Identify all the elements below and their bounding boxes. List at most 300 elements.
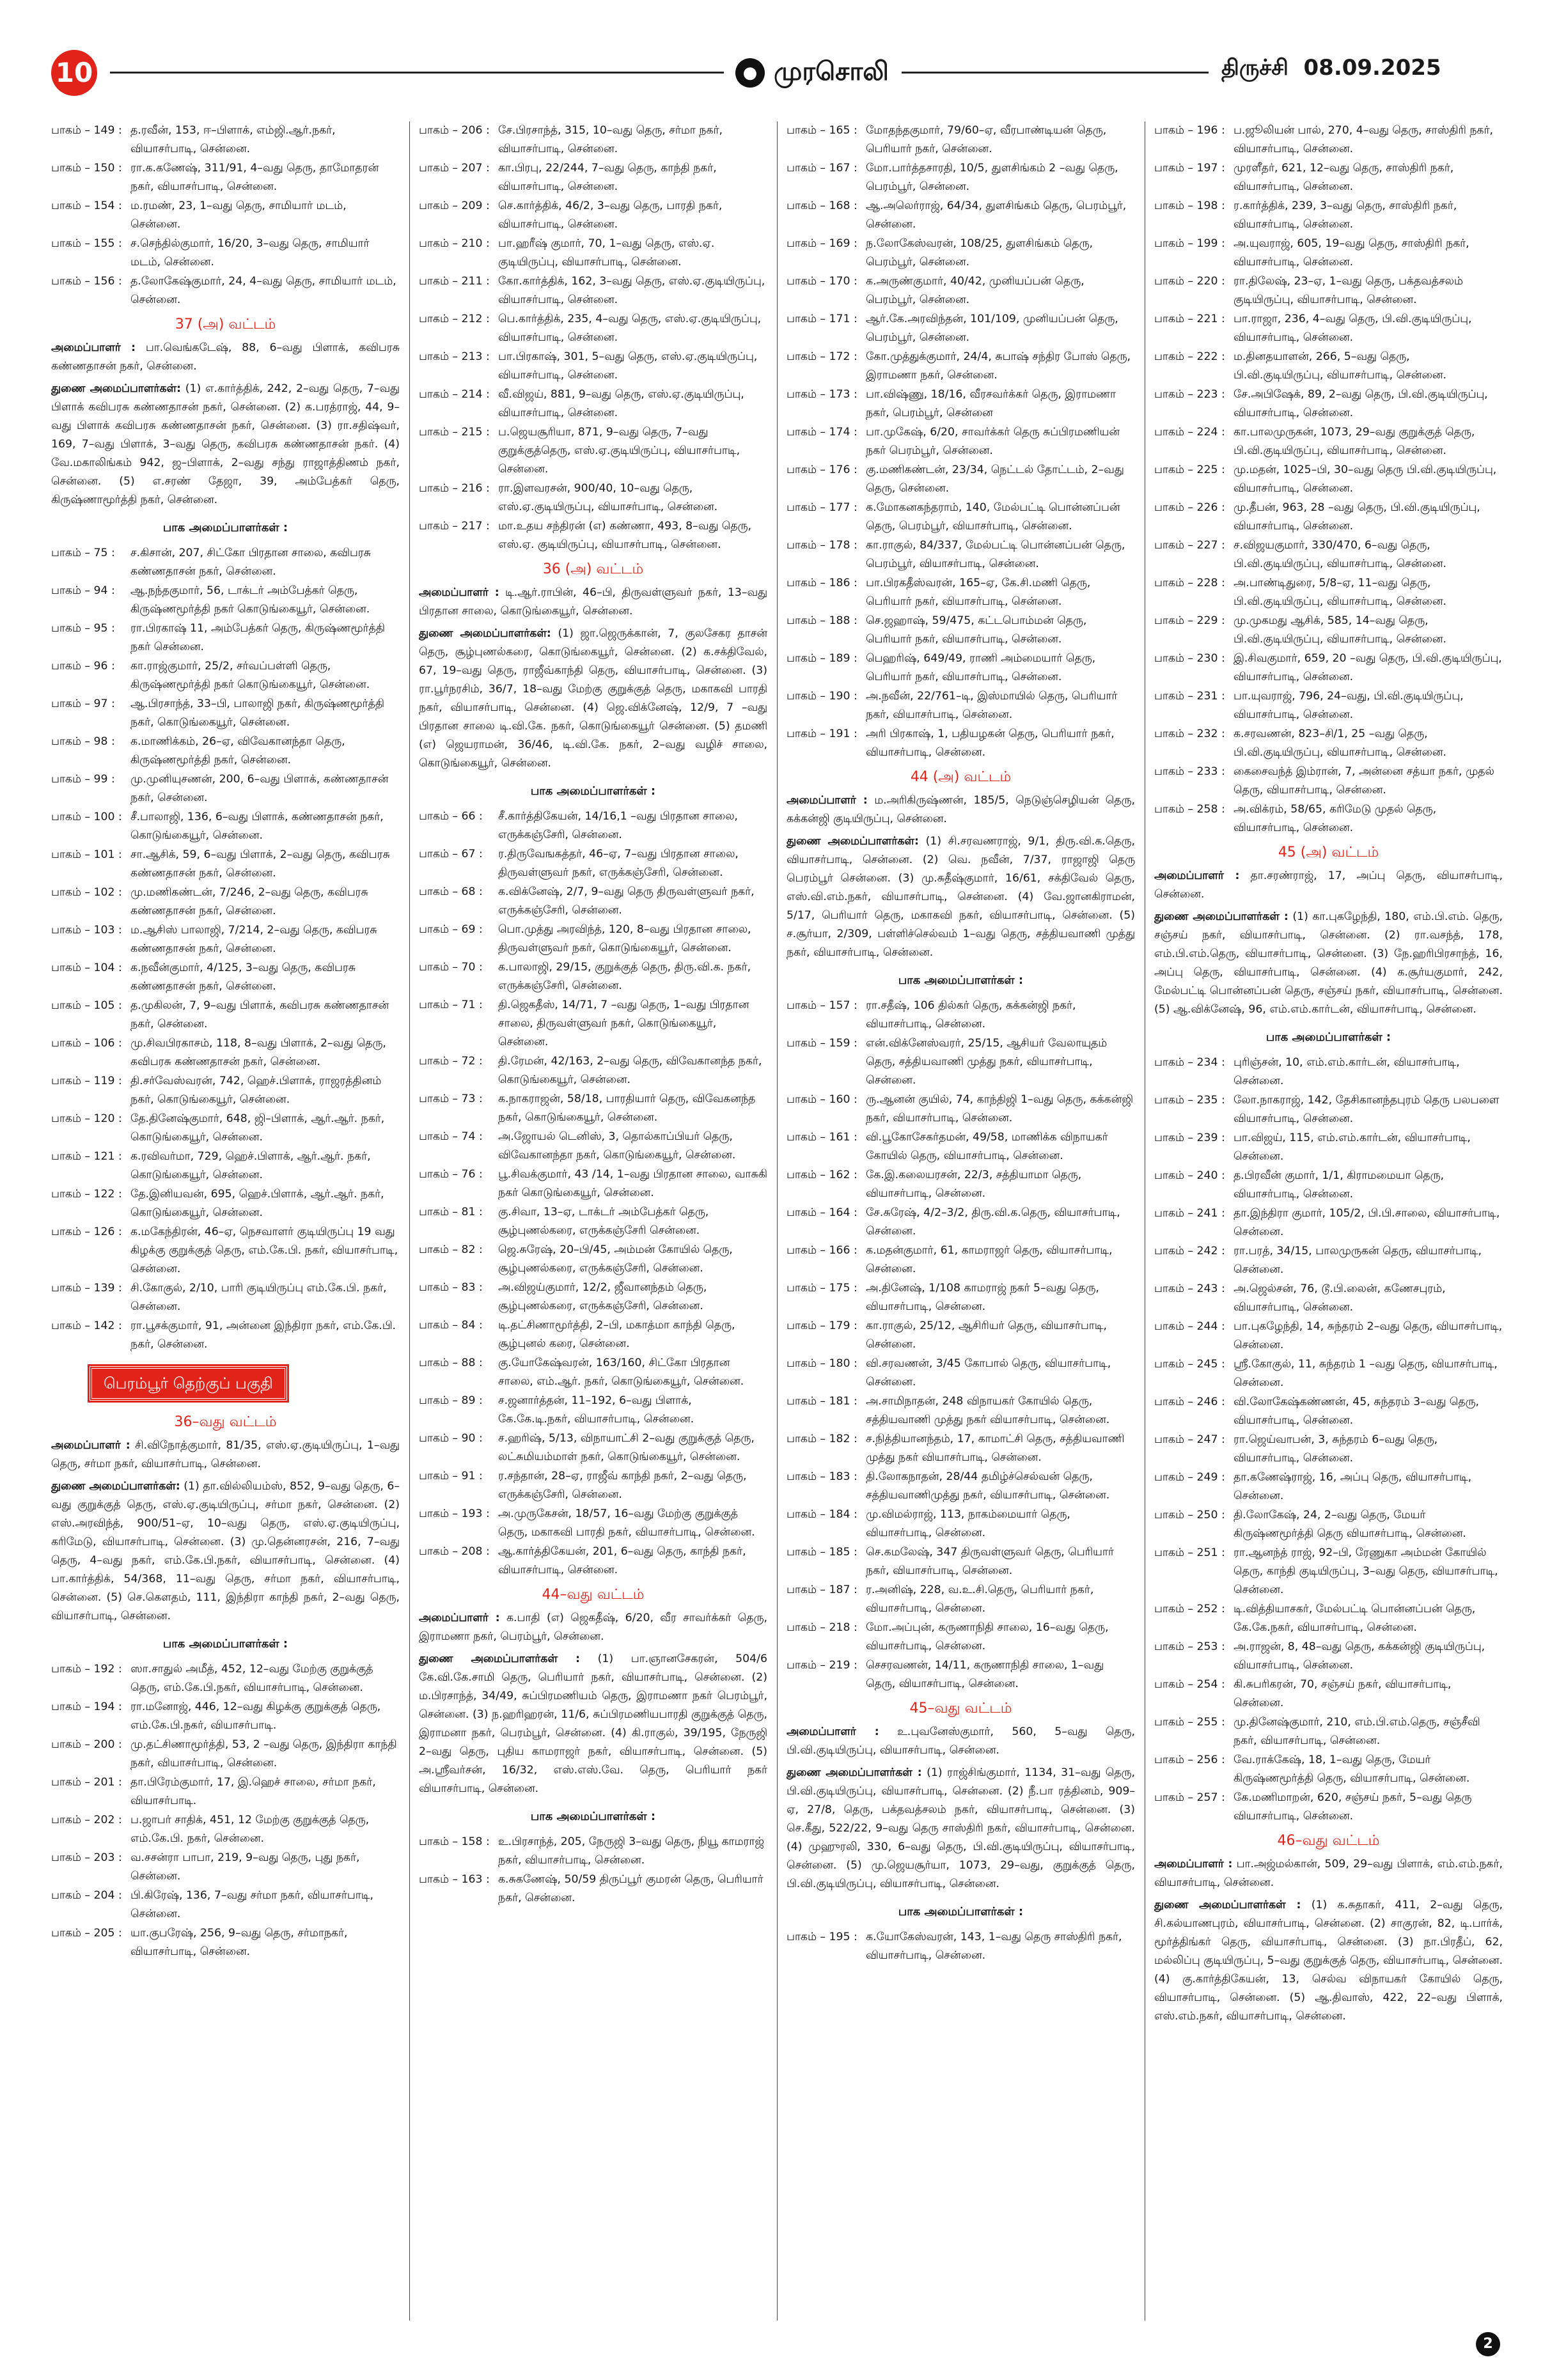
booth-number: பாகம் – 168 :: [787, 199, 858, 212]
booth-entry: [419, 883, 767, 920]
booth-entry: [787, 1091, 1135, 1128]
booth-organiser-address: த.முகிலன், 7, 9–வது பிளாக், கவிபரசு கண்ணதாசன் நகர், சென்னை.: [130, 999, 389, 1031]
organiser-details: (1) எ.கார்த்திக், 242, 2–வது தெரு, 7–வது பிளாக் கவிபரசு கண்ணதாசன் நகர், சென்னை. (2) க.பரத்ராஜ், 44, 9–வது பிளாக் கவிபரசு கண்ணதாசன் நகர், சென்னை. (3) ரா.சதிஷ்வர், 169, 7–வது பிளாக், 3–வது தெரு, கவிபரசு கண்ணதாசன் நகர். (4) வே.மகாலிங்கம் 942, ஜ–பிளாக், 2–வது சந்து ராஜாத்திணம் நகர், சென்னை. (5) எ.சரண் தேஜா, 39, அம்பேத்கர் தெரு, கிருஷ்ணாமூர்த்தி நகர், சென்னை.: [51, 382, 400, 506]
booth-organiser-address: பொ.முத்து அரவிந்த், 120, 8–வது பிரதான சாலை, திருவள்ளுவர் நகர், கொடுங்கையூர், சென்னை.: [498, 923, 751, 954]
booth-organiser-address: கு.மணிகண்டன், 23/34, நெட்டல் தோட்டம், 2–வது தெரு, சென்னை.: [866, 463, 1124, 495]
booth-entry: [51, 770, 400, 807]
booth-entry: [51, 808, 400, 845]
booth-organiser-address: வி.லோகேஷ்கண்ணன், 45, சுந்தரம் 3–வது தெரு, வியாசர்பாடி, சென்னை.: [1234, 1396, 1480, 1427]
organiser-paragraph: [419, 1650, 767, 1798]
booth-entry: [1154, 1506, 1503, 1543]
booth-organiser-address: சே.அபிஷேக், 89, 2–வது தெரு, பி.வி.குடியிருப்பு, வியாசர்பாடி, சென்னை.: [1234, 388, 1488, 419]
booth-number: பாகம் – 189 :: [787, 652, 858, 665]
booth-number: பாகம் – 91 :: [419, 1470, 483, 1482]
booth-number: பாகம் – 66 :: [419, 810, 483, 823]
booth-number: பாகம் – 231 :: [1154, 690, 1225, 703]
booth-number: பாகம் – 193 :: [419, 1507, 490, 1520]
booth-entry: [787, 725, 1135, 762]
booth-organiser-address: மா.உதய சந்திரன் (எ) கண்ணா, 493, 8–வது தெரு, எஸ்.ஏ. குடியிருப்பு, வியாசர்பாடி, சென்னை.: [498, 520, 752, 551]
booth-number: பாகம் – 119 :: [51, 1075, 122, 1087]
booth-organiser-address: ப.ஜாபர் சாதிக், 451, 12 மேற்கு குறுக்குத் தெரு, எம்.கே.பி. நகர், சென்னை.: [130, 1814, 370, 1845]
booth-number: பாகம் – 88 :: [419, 1357, 483, 1369]
booth-entry: [787, 1656, 1135, 1693]
organiser-details: க.பாதி (எ) ஜெகதீஷ், 6/20, வீர சாவர்க்கர் தெரு, இராமணா நகர், பெரம்பூர், சென்னை.: [419, 1612, 767, 1643]
booth-organiser-address: கா.ராகுல், 84/337, மேல்பட்டி பொன்னப்பன் தெரு, பெரம்பூர், வியாசர்பாடி, சென்னை.: [866, 539, 1125, 570]
booth-number: பாகம் – 212 :: [419, 313, 490, 325]
booth-entry: [419, 159, 767, 196]
booth-number: பாகம் – 210 :: [419, 237, 490, 250]
booth-entry: [787, 1128, 1135, 1165]
booth-organiser-address: ர.சந்தான், 28–ஏ, ராஜீவ் காந்தி நகர், 2–வது தெரு, எருக்கஞ்சேரி, சென்னை.: [498, 1470, 747, 1501]
section-subheading: பாக அமைப்பாளர்கள் :: [1265, 1031, 1391, 1044]
booth-number: பாகம் – 161 :: [787, 1131, 858, 1144]
booth-entry: [787, 1279, 1135, 1316]
booth-entry: [1154, 1054, 1503, 1091]
booth-organiser-address: தா.இந்திரா குமார், 105/2, பி.பி.சாலை, வியாசர்பாடி, சென்னை.: [1234, 1207, 1500, 1238]
role-label: அமைப்பாளர் :: [51, 1439, 130, 1452]
ward-heading: 36–வது வட்டம்: [174, 1414, 277, 1430]
booth-entry: [1154, 1355, 1503, 1392]
booth-number: பாகம் – 199 :: [1154, 237, 1225, 250]
masthead: [735, 54, 895, 92]
booth-organiser-address: செ.கார்த்திக், 46/2, 3–வது தெரு, பாரதி நகர், வியாசர்பாடி, சென்னை.: [498, 199, 723, 231]
booth-entry: [51, 235, 400, 272]
booth-entry: [51, 272, 400, 309]
booth-entry: [419, 1203, 767, 1240]
booth-entry: [787, 1317, 1135, 1354]
booth-number: பாகம் – 155 :: [51, 237, 122, 250]
booth-organiser-address: டி.தட்சிணாமூர்த்தி, 2–பி, மகாத்மா காந்தி தெரு, சூழ்புனல் கரை, சென்னை.: [498, 1319, 735, 1350]
booth-number: பாகம் – 162 :: [787, 1169, 858, 1181]
booth-entry: [787, 1581, 1135, 1618]
booth-organiser-address: மு.விமல்ராஜ், 113, நாகம்மையார் தெரு, வியாசர்பாடி, சென்னை.: [866, 1508, 1070, 1539]
booth-number: பாகம் – 102 :: [51, 886, 122, 899]
booth-organiser-address: ரு.ஆனன் குயில், 74, காந்திஜி 1–வது தெரு, கக்கன்ஜி நகர், வியாசர்பாடி, சென்னை.: [866, 1093, 1133, 1124]
booth-entry: [51, 1279, 400, 1316]
booth-number: பாகம் – 166 :: [787, 1244, 858, 1257]
booth-organiser-address: க.நாகராஜன், 58/18, பாரதியார் தெரு, விவேகனந்த நகர், கொடுங்கையூர், சென்னை.: [498, 1093, 756, 1124]
booth-entry: [419, 1128, 767, 1165]
booth-organiser-address: ம.ஆசிஸ் பாலாஜி, 7/214, 2–வது தெரு, கவிபரசு கண்ணதாசன் நகர், சென்னை.: [130, 924, 377, 955]
booth-number: பாகம் – 194 :: [51, 1700, 122, 1713]
booth-organiser-address: ரா.பிரகாஷ் 11, அம்பேத்கர் தெரு, கிருஷ்ணமூர்த்தி நகர் சென்னை.: [130, 622, 385, 653]
organiser-paragraph: [1154, 867, 1503, 904]
booth-organiser-address: ரா.பரத், 34/15, பாலமுருகன் தெரு, வியாசர்பாடி, சென்னை.: [1234, 1245, 1482, 1276]
booth-organiser-address: தி.ஜெகதீஸ், 14/71, 7 –வது தெரு, 1–வது பிரதான சாலை, திருவள்ளுவர் நகர், கொடுங்கையூர், சென்னை.: [498, 999, 749, 1048]
booth-number: பாகம் – 246 :: [1154, 1396, 1225, 1408]
booth-entry: [51, 1660, 400, 1697]
booth-organiser-address: பா.விஷ்ணு, 18/16, வீரசவர்க்கர் தெரு, இராமணா நகர், பெரம்பூர், சென்னை: [866, 388, 1116, 419]
booth-organiser-address: பெ.கார்த்திக், 235, 4–வது தெரு, எஸ்.ஏ.குடியிருப்பு, வியாசர்பாடி, சென்னை.: [498, 313, 762, 344]
booth-organiser-address: கோ.கார்த்திக், 162, 3–வது தெரு, எஸ்.ஏ.குடியிருப்பு, வியாசர்பாடி, சென்னை.: [498, 275, 765, 306]
organiser-paragraph: [1154, 1896, 1503, 2026]
booth-number: பாகம் – 209 :: [419, 199, 490, 212]
role-label: அமைப்பாளர் :: [787, 1725, 879, 1738]
booth-entry: [787, 461, 1135, 498]
booth-entry: [1154, 1713, 1503, 1750]
booth-organiser-address: அ.ராஜன், 8, 48–வது தெரு, கக்கன்ஜி குடியிருப்பு, வியாசர்பாடி, சென்னை.: [1234, 1640, 1485, 1672]
booth-number: பாகம் – 68 :: [419, 885, 483, 898]
page-number-badge: 10: [51, 50, 97, 96]
booth-organiser-address: க.யோகேஸ்வரன், 143, 1–வது தெரு சாஸ்திரி நகர், வியாசர்பாடி, சென்னை.: [866, 1931, 1122, 1962]
booth-entry: [51, 1698, 400, 1735]
booth-entry: [51, 121, 400, 159]
booth-entry: [51, 1223, 400, 1279]
booth-organiser-address: க.விக்னேஷ், 2/7, 9–வது தெரு திருவள்ளுவர் நகர், எருக்கஞ்சேரி, சென்னை.: [498, 885, 755, 917]
booth-organiser-address: யா.குபரேஷ், 256, 9–வது தெரு, சர்மாநகர், வியாசர்பாடி, சென்னை.: [130, 1927, 348, 1958]
booth-organiser-address: பா.பிரகாஷ், 301, 5–வது தெரு, எஸ்.ஏ.குடியிருப்பு, வியாசர்பாடி, சென்னை.: [498, 350, 758, 382]
booth-entry: [1154, 1318, 1503, 1355]
booth-number: பாகம் – 245 :: [1154, 1358, 1225, 1371]
booth-number: பாகம் – 98 :: [51, 735, 115, 748]
booth-organiser-address: பா.யுவராஜ், 796, 24–வது, பி.வி.குடியிருப்பு, வியாசர்பாடி, சென்னை.: [1234, 690, 1464, 721]
booth-organiser-address: வி.பூகோசேகர்தமன், 49/58, மாணிக்க விநாயகர் கோயில் தெரு, வியாசர்பாடி, சென்னை.: [866, 1131, 1108, 1162]
booth-organiser-address: அ.முருகேசன், 18/57, 16–வது மேற்கு குறுக்குத் தெரு, மகாகவி பாரதி நகர், வியாசர்பாடி, சென்னை.: [498, 1507, 755, 1539]
booth-entry: [51, 997, 400, 1034]
ward-heading: 44 (அ) வட்டம்: [910, 769, 1012, 785]
booth-organiser-address: செசரவணன், 14/11, கருணாநிதி சாலை, 1–வது தெரு, வியாசர்பாடி, சென்னை.: [866, 1659, 1104, 1690]
booth-organiser-address: பி.கிரேஷ், 136, 7–வது சர்மா நகர், வியாசர்பாடி, சென்னை.: [130, 1889, 373, 1920]
organiser-paragraph: [51, 339, 400, 376]
role-label: துணை அமைப்பாளர்கள் :: [1154, 910, 1288, 923]
booth-organiser-address: ர.அனிஷ், 228, வ.உ.சி.தெரு, பெரியார் நகர், வியாசர்பாடி, சென்னை.: [866, 1583, 1094, 1615]
booth-entry: [419, 1354, 767, 1391]
booth-entry: [1154, 272, 1503, 309]
booth-number: பாகம் – 258 :: [1154, 803, 1225, 816]
booth-entry: [51, 1185, 400, 1222]
booth-organiser-address: புரிஞ்சன், 10, எம்.எம்.கார்டன், வியாசர்பாடி, சென்னை.: [1234, 1056, 1460, 1087]
organiser-details: (1) க.சுதாகர், 411, 2–வது தெரு, சி.கல்யாணபுரம், வியாசர்பாடி, சென்னை. (2) சாகுரன், 82, டி.பார்க், மூர்த்திங்கர் தெரு, வியாசர்பாடி, சென்னை. (3) நா.பிரதீப், 62, மல்லிப்பு குடியிருப்பு, 5–வது குறுக்குத் தெரு, வியாசர்பாடி, சென்னை. (4) கு.கார்த்திகேயன், 13, செல்வ விநாயகர் கோயில் தெரு, வியாசர்பாடி, சென்னை. (5) ஆ.திவாஸ், 422, 22–வது பிளாக், எஸ்.எம்.நகர், வியாசர்பாடி, சென்னை.: [1154, 1899, 1503, 2023]
booth-entry: [1154, 310, 1503, 347]
booth-entry: [419, 423, 767, 479]
booth-organiser-address: ரா.சதீஷ், 106 தில்கர் தெரு, கக்கன்ஜி நகர், வியாசர்பாடி, சென்னை.: [866, 999, 1076, 1031]
booth-organiser-address: அ.ஜோயல் டெனிஸ், 3, தொல்காப்பியர் தெரு, விவேகானந்தா நகர், கொடுங்கையூர், சென்னை.: [498, 1130, 736, 1162]
booth-number: பாகம் – 233 :: [1154, 765, 1225, 778]
organiser-details: (1) ஜா.ஜெருக்கான், 7, குலசேகர தாசன் தெரு, சூழ்புணல்கரை, கொடுங்கையூர், சென்னை. (2) க.சக்திவேல், 67, 19–வது தெரு, ராஜீவ்காந்தி தெரு, வியாசர்பாடி, சென்னை. (3) ரா.பூர்நரசிம், 36/7, 18–வது மேற்கு குறுக்குத் தெரு, மகாகவி பாரதி நகர், வியாசர்பாடி, சென்னை. (4) ஜெ.விக்னேஷ், 12/9, 7 –வது பிரதான சாலை டி.வி.கே. நகர், கொடுங்கையூர் சென்னை. (5) தமணி (எ) ஜெயராமன், 36/46, டி.வி.கே. நகர், 2–வது வழிச் சாலை, கொடுங்கையூர், சென்னை.: [419, 627, 767, 770]
booth-number: பாகம் – 182 :: [787, 1433, 858, 1445]
booth-organiser-address: மு.சிவபிரகாசம், 118, 8–வது பிளாக், 2–வது தெரு, கவிபரசு கண்ணதாசன் நகர், சென்னை.: [130, 1037, 386, 1068]
booth-organiser-address: ரா.திலேஷ், 23–ஏ, 1–வது தெரு, பக்தவத்சலம் குடியிருப்பு, வியாசர்பாடி, சென்னை.: [1234, 275, 1463, 306]
booth-organiser-address: வி.சரவணன், 3/45 கோபால் தெரு, வியாசர்பாடி, சென்னை.: [866, 1357, 1111, 1388]
booth-number: பாகம் – 164 :: [787, 1206, 858, 1219]
booth-organiser-address: ப.ஜூலியன் பால், 270, 4–வது தெரு, சாஸ்திரி நகர், வியாசர்பாடி, சென்னை.: [1234, 124, 1493, 155]
booth-organiser-address: ரா.ஜெய்வாபன், 3, சுந்தரம் 6–வது தெரு, வியாசர்பாடி, சென்னை.: [1234, 1433, 1438, 1465]
booth-organiser-address: ஆ.கார்த்திகேயன், 201, 6–வது தெரு, காந்தி நகர், வியாசர்பாடி, சென்னை.: [498, 1545, 746, 1576]
ward-heading: 46–வது வட்டம்: [1277, 1833, 1380, 1849]
booth-organiser-address: செ.கமலேஷ், 347 திருவள்ளுவர் தெரு, பெரியார் நகர், வியாசர்பாடி, சென்னை.: [866, 1546, 1114, 1577]
booth-organiser-address: தா.கணேஷ்ராஜ், 16, அப்பு தெரு, வியாசர்பாடி, சென்னை.: [1234, 1471, 1472, 1502]
booth-organiser-address: ரா.க.கணேஷ், 311/91, 4–வது தெரு, தாமோதரன் நகர், வியாசர்பாடி, சென்னை.: [130, 162, 379, 193]
booth-number: பாகம் – 177 :: [787, 501, 858, 514]
booth-entry: [51, 619, 400, 657]
booth-organiser-address: த.லோகேஷ்குமார், 24, 4–வது தெரு, சாமியார் மடம், சென்னை.: [130, 275, 396, 306]
booth-number: பாகம் – 226 :: [1154, 501, 1225, 514]
booth-entry: [1154, 159, 1503, 196]
booth-number: பாகம் – 240 :: [1154, 1169, 1225, 1182]
booth-entry: [1154, 1091, 1503, 1128]
booth-entry: [787, 159, 1135, 196]
booth-organiser-address: சா.ஆசிக், 59, 6–வது பிளாக், 2–வது தெரு, கவிபரசு கண்ணதாசன் நகர், சென்னை.: [130, 848, 390, 880]
booth-organiser-address: ஜெ.சுரேஷ், 20–பி/45, அம்மன் கோயில் தெரு, சூழ்புணல்கரை, எருக்கஞ்சேரி, சென்னை.: [498, 1243, 733, 1275]
booth-number: பாகம் – 222 :: [1154, 350, 1225, 363]
booth-organiser-address: தா.பிரேம்குமார், 17, இ.ஹெச் சாலை, சர்மா நகர், வியாசர்பாடி.: [130, 1776, 376, 1807]
booth-entry: [1154, 1167, 1503, 1204]
booth-number: பாகம் – 70 :: [419, 961, 483, 974]
booth-organiser-address: ந.லோகேஸ்வரன், 108/25, துளசிங்கம் தெரு, பெரம்பூர், சென்னை.: [866, 237, 1093, 268]
booth-organiser-address: ரா.மனோஜ், 446, 12–வது கிழக்கு குறுக்குத் தெரு, எம்.கே.பி.நகர், வியாசர்பாடி.: [130, 1700, 381, 1732]
booth-organiser-address: மு.மதன், 1025–பி, 30–வது தெரு பி.வி.குடியிருப்பு, வியாசர்பாடி, சென்னை.: [1234, 463, 1497, 495]
booth-entry: [51, 1886, 400, 1924]
column-divider: [777, 121, 778, 2321]
booth-entry: [787, 1166, 1135, 1203]
organiser-details: டி.ஆர்.ராபின், 46–பி, திருவள்ளுவர் நகர், 13–வது பிரதான சாலை, கொடுங்கையூர், சென்னை.: [419, 586, 767, 618]
booth-number: பாகம் – 176 :: [787, 463, 858, 476]
booth-number: பாகம் – 154 :: [51, 199, 122, 212]
booth-number: பாகம் – 81 :: [419, 1206, 483, 1218]
booth-entry: [1154, 1468, 1503, 1505]
booth-entry: [419, 996, 767, 1052]
booth-entry: [419, 1429, 767, 1466]
booth-organiser-address: என்.விக்னேஸ்வரர், 25/15, ஆசியர் வேலாயுதம் தெரு, சத்தியவாணி முத்து நகர், வியாசர்பாடி, சென்னை.: [866, 1037, 1108, 1087]
booth-entry: [51, 1110, 400, 1147]
section-subheading: பாக அமைப்பாளர்கள் :: [530, 1810, 656, 1823]
booth-number: பாகம் – 156 :: [51, 275, 122, 288]
booth-number: பாகம் – 89 :: [419, 1394, 483, 1407]
organiser-paragraph: [419, 625, 767, 773]
booth-entry: [787, 499, 1135, 536]
booth-organiser-address: கோ.முத்துக்குமார், 24/4, சுபாஷ் சந்திர போஸ் தெரு, இராமணா நகர், சென்னை.: [866, 350, 1131, 382]
role-label: துணை அமைப்பாளர்கள் :: [419, 1653, 581, 1665]
booth-organiser-address: தே.தினேஷ்குமார், 648, ஜி–பிளாக், ஆர்.ஆர். நகர், கொடுங்கையூர், சென்னை.: [130, 1112, 385, 1144]
booth-organiser-address: அ.ஜெல்சன், 76, டூ.பி.லைன், கணேசபுரம், வியாசர்பாடி, சென்னை.: [1234, 1282, 1446, 1314]
organiser-details: (1) பா.ஞானசேகரன், 504/6 கே.வி.கே.சாமி தெரு, பெரியார் நகர், வியாசர்பாடி, சென்னை. (2) ம.பிரசாந்த், 34/49, சுப்பிரமணியம் தெரு, இராமணா நகர் பெரம்பூர், சென்னை. (3) ந.ஹரிஹரன், 11/6, சுப்பிரமணியபாரதி குறுக்குத் தெரு, இராமனா நகர், பெரம்பூர், சென்னை. (4) கி.ராகுல், 39/195, நேருஜி 2–வது தெரு, புதிய காமராஜர் நகர், வியாசர்பாடி, சென்னை. (5) அ.ஸ்ரீவர்சன், 16/32, எஸ்.எஸ்.வே. தெரு, பெரியார் நகர் வியாசர்பாடி, சென்னை.: [419, 1653, 767, 1795]
section-subheading: பாக அமைப்பாளர்கள் :: [162, 521, 288, 534]
booth-organiser-address: ஸா.சாதுல் அமீத், 452, 12–வது மேற்கு குறுக்குத் தெரு, எம்.கே.பி.நகர், வியாசர்பாடி, சென்னை.: [130, 1663, 373, 1694]
booth-organiser-address: க.மதன்குமார், 61, காமராஜர் தெரு, வியாசர்பாடி, சென்னை.: [866, 1244, 1113, 1275]
booth-number: பாகம் – 205 :: [51, 1927, 122, 1940]
booth-number: பாகம் – 247 :: [1154, 1433, 1225, 1446]
booth-organiser-address: க.அருண்குமார், 40/42, முனியப்பன் தெரு, பெரம்பூர், சென்னை.: [866, 275, 1085, 306]
booth-organiser-address: க.நவீன்குமார், 4/125, 3–வது தெரு, கவிபரசு கண்ணதாசன் நகர், சென்னை.: [130, 961, 356, 993]
booth-number: பாகம் – 67 :: [419, 848, 483, 860]
booth-organiser-address: மு.மணிகண்டன், 7/246, 2–வது தெரு, கவிபரசு கண்ணதாசன் நகர், சென்னை.: [130, 886, 368, 917]
booth-entry: [1154, 1204, 1503, 1241]
booth-entry: [51, 1317, 400, 1354]
booth-organiser-address: க.மகேந்திரன், 46–ஏ, நெசவாளர் குடியிருப்பு 19 வது கிழக்கு குறுக்குத் தெரு, எம்.கே.பி. நகர், வியாசர்பாடி, சென்னை.: [130, 1225, 398, 1275]
booth-entry: [1154, 1280, 1503, 1317]
booth-number: பாகம் – 178 :: [787, 539, 858, 552]
booth-number: பாகம் – 251 :: [1154, 1546, 1225, 1559]
booth-organiser-address: வ.சசன்ரா பாபா, 219, 9–வது தெரு, புது நகர், சென்னை.: [130, 1851, 360, 1883]
booth-organiser-address: மோ.அப்புன், கருணாநிதி சாலை, 16–வது தெரு, வியாசர்பாடி, சென்னை.: [866, 1621, 1109, 1653]
booth-entry: [1154, 197, 1503, 234]
organiser-details: (1) சி.சரவணராஜ், 9/1, திரு.வி.க.தெரு, வியாசர்பாடி, சென்னை. (2) வெ. நவீன், 7/37, ராஜாஜி தெரு பெரம்பூர் சென்னை. (3) மு.சுதீஷ்குமார், 16/61, சக்திவேல் தெரு, எஸ்.வி.எம்.நகர், வியாசர்பாடி, சென்னை. (4) வே.ஜானகிராமன், 5/17, பெரியார் தெரு, மகாகவி நகர், வியாசர்பாடி, சென்னை. (5) ச.சூர்யா, 2/309, பள்ளிச்செல்வம் 1–வது தெரு, சத்தியவாணி முத்து நகர், வியாசர்பாடி, சென்னை.: [787, 835, 1135, 959]
role-label: அமைப்பாளர் :: [1154, 869, 1240, 882]
booth-number: பாகம் – 106 :: [51, 1037, 122, 1050]
booth-number: பாகம் – 250 :: [1154, 1509, 1225, 1521]
page-header: [51, 50, 1503, 100]
booth-number: பாகம் – 196 :: [1154, 124, 1225, 137]
organiser-details: பா.அஜ்மல்கான், 509, 29–வது பிளாக், எம்.எம்.நகர், வியாசர்பாடி, சென்னை.: [1154, 1858, 1503, 1889]
booth-entry: [51, 846, 400, 883]
booth-organiser-address: ர.கார்த்திக், 239, 3–வது தெரு, சாஸ்திரி நகர், வியாசர்பாடி, சென்னை.: [1234, 199, 1457, 231]
booth-organiser-address: கே.இ.கலையரசன், 22/3, சத்தியாமா தெரு, வியாசர்பாடி, சென்னை.: [866, 1169, 1082, 1200]
booth-number: பாகம் – 122 :: [51, 1188, 122, 1201]
booth-organiser-address: உ.பிரசாந்த், 205, நேருஜி 3–வது தெரு, நியூ காமராஜ் நகர், வியாசர்பாடி, சென்னை.: [498, 1835, 764, 1867]
booth-organiser-address: ஆ.நந்தகுமார், 56, டாக்டர் அம்பேத்கர் தெரு, கிருஷ்ணமூர்த்தி நகர் கொடுங்கையூர், சென்னை.: [130, 584, 370, 616]
booth-entry: [1154, 574, 1503, 611]
booth-entry: [787, 1392, 1135, 1429]
booth-organiser-address: ச.கிசான், 207, சிட்கோ பிரதான சாலை, கவிபரசு கண்ணதாசன் நகர், சென்னை.: [130, 547, 371, 578]
booth-entry: [1154, 1431, 1503, 1468]
booth-entry: [51, 1811, 400, 1848]
booth-organiser-address: க.பாலாஜி, 29/15, குறுக்குத் தெரு, திரு.வி.க. நகர், எருக்கஞ்சேரி, சென்னை.: [498, 961, 751, 992]
booth-number: பாகம் – 208 :: [419, 1545, 490, 1558]
column-3: [787, 121, 1135, 2321]
booth-number: பாகம் – 239 :: [1154, 1132, 1225, 1144]
booth-entry: [419, 1241, 767, 1278]
booth-number: பாகம் – 256 :: [1154, 1754, 1225, 1766]
booth-number: பாகம் – 142 :: [51, 1319, 122, 1332]
role-label: அமைப்பாளர் :: [51, 341, 136, 354]
booth-entry: [419, 1543, 767, 1580]
organiser-details: சி.விநோத்குமார், 81/35, எஸ்.ஏ.குடியிருப்பு, 1–வது தெரு, சர்மா நகர், வியாசர்பாடி, சென்னை.: [51, 1439, 400, 1470]
booth-organiser-address: மு.தட்சிணாமூர்த்தி, 53, 2 –வது தெரு, இந்திரா காந்தி நகர், வியாசர்பாடி, சென்னை.: [130, 1738, 397, 1769]
booth-entry: [1154, 1393, 1503, 1430]
booth-entry: [787, 536, 1135, 573]
booth-number: பாகம் – 200 :: [51, 1738, 122, 1751]
booth-number: பாகம் – 172 :: [787, 350, 858, 363]
booth-organiser-address: வே.ராக்கேஷ், 18, 1–வது தெரு, மேயர் கிருஷ்ணமூர்த்தி தெரு, வியாசர்பாடி, சென்னை.: [1234, 1754, 1470, 1785]
booth-number: பாகம் – 96 :: [51, 660, 115, 673]
booth-number: பாகம் – 204 :: [51, 1889, 122, 1902]
booth-entry: [1154, 612, 1503, 649]
booth-number: பாகம் – 185 :: [787, 1546, 858, 1559]
edition-city: திருச்சி: [1221, 55, 1288, 81]
booth-organiser-address: மோதந்தகுமார், 79/60–ஏ, வீரபாண்டியன் தெரு, பெரியார் நகர், சென்னை.: [866, 124, 1107, 155]
booth-number: பாகம் – 207 :: [419, 162, 490, 175]
booth-entry: [787, 1204, 1135, 1241]
booth-organiser-address: மு.தீபன், 963, 28 –வது தெரு, பி.வி.குடியிருப்பு, வியாசர்பாடி, சென்னை.: [1234, 501, 1480, 533]
booth-entry: [1154, 385, 1503, 423]
booth-number: பாகம் – 219 :: [787, 1659, 858, 1672]
booth-entry: [787, 612, 1135, 649]
booth-entry: [1154, 1129, 1503, 1166]
booth-entry: [419, 807, 767, 844]
booth-entry: [419, 272, 767, 309]
dateline: [1221, 55, 1441, 83]
booth-entry: [787, 197, 1135, 234]
booth-entry: [419, 1165, 767, 1202]
booth-number: பாகம் – 121 :: [51, 1150, 122, 1163]
booth-organiser-address: சி.கோகுல், 2/10, பாரி குடியிருப்பு எம்.கே.பி. நகர், சென்னை.: [130, 1282, 387, 1313]
booth-number: பாகம் – 214 :: [419, 388, 490, 401]
booth-organiser-address: மு.தினேஷ்குமார், 210, எம்.பி.எம்.தெரு, சஞ்சீவி நகர், வியாசர்பாடி, சென்னை.: [1234, 1716, 1480, 1747]
booth-number: பாகம் – 186 :: [787, 577, 858, 589]
booth-organiser-address: அ.நவீன், 22/761–டி, இஸ்மாயில் தெரு, பெரியார் நகர், வியாசர்பாடி, சென்னை.: [866, 690, 1118, 721]
booth-entry: [419, 921, 767, 958]
booth-organiser-address: கா.பாலமுருகன், 1073, 29–வது குறுக்குத் தெரு, பி.வி.குடியிருப்பு, வியாசர்பாடி, சென்னை.: [1234, 426, 1475, 457]
organiser-paragraph: [51, 1477, 400, 1626]
booth-organiser-address: கு.சிவா, 13–ஏ, டாக்டர் அம்பேத்கர் தெரு, சூழ்புணல்கரை, எருக்கஞ்சேரி சென்னை.: [498, 1206, 709, 1237]
booth-entry: [1154, 1544, 1503, 1599]
booth-number: பாகம் – 255 :: [1154, 1716, 1225, 1729]
booth-number: பாகம் – 170 :: [787, 275, 858, 288]
column-4: [1154, 121, 1503, 2321]
booth-organiser-address: ம.தினதயாளன், 266, 5–வது தெரு, பி.வி.குடியிருப்பு, வியாசர்பாடி, சென்னை.: [1234, 350, 1446, 382]
booth-entry: [787, 423, 1135, 460]
booth-entry: [419, 1467, 767, 1504]
booth-entry: [419, 1505, 767, 1542]
booth-number: பாகம் – 157 :: [787, 999, 858, 1012]
booth-organiser-address: மு.முகமது ஆசிக், 585, 14–வது தெரு, பி.வி.குடியிருப்பு, வியாசர்பாடி, சென்னை.: [1234, 614, 1446, 646]
booth-number: பாகம் – 100 :: [51, 811, 122, 823]
booth-entry: [51, 582, 400, 619]
booth-entry: [51, 1147, 400, 1185]
booth-entry: [51, 921, 400, 958]
booth-number: பாகம் – 126 :: [51, 1225, 122, 1238]
booth-entry: [419, 1316, 767, 1353]
booth-organiser-address: ஸ்ரீ.கோகுல், 11, சுந்தரம் 1 –வது தெரு, வியாசர்பாடி, சென்னை.: [1234, 1358, 1498, 1389]
booth-number: பாகம் – 104 :: [51, 961, 122, 974]
booth-organiser-address: க.மோகனகந்தராம், 140, மேல்பட்டி பொன்னப்பன் தெரு, பெரம்பூர், வியாசர்பாடி, சென்னை.: [866, 501, 1120, 533]
booth-number: பாகம் – 97 :: [51, 697, 115, 710]
booth-number: பாகம் – 235 :: [1154, 1094, 1225, 1107]
organiser-details: ம.அரிகிருஷ்ணன், 185/5, நெடுஞ்செழியன் தெரு, கக்கன்ஜி குடியிருப்பு, சென்னை.: [787, 794, 1135, 825]
booth-organiser-address: அ.சாமிநாதன், 248 விநாயகர் கோயில் தெரு, சத்தியவாணி முத்து நகர் வியாசர்பாடி, சென்னை.: [866, 1395, 1110, 1426]
booth-entry: [51, 1072, 400, 1109]
booth-organiser-address: க.மாணிக்கம், 26–ஏ, விவேகானந்தா தெரு, கிருஷ்ணமூர்த்தி நகர், சென்னை.: [130, 735, 345, 766]
booth-entry: [51, 1924, 400, 1961]
ward-heading: 45 (அ) வட்டம்: [1278, 844, 1379, 860]
booth-organiser-address: தி.லோகநாதன், 28/44 தமிழ்ச்செல்வன் தெரு, சத்தியவாணிமுத்து நகர், வியாசர்பாடி, சென்னை.: [866, 1470, 1110, 1502]
booth-entry: [787, 310, 1135, 347]
booth-entry: [787, 1468, 1135, 1505]
booth-organiser-address: பெஹரிஷ், 649/49, ராணி அம்மையார் தெரு, பெரியார் நகர், வியாசர்பாடி, சென்னை.: [866, 652, 1096, 683]
booth-number: பாகம் – 74 :: [419, 1130, 483, 1143]
booth-organiser-address: தே.இனியவன், 695, ஹெச்.பிளாக், ஆர்.ஆர். நகர், கொடுங்கையூர், சென்னை.: [130, 1188, 384, 1219]
booth-number: பாகம் – 218 :: [787, 1621, 858, 1634]
article-columns: [51, 121, 1503, 2321]
role-label: துணை அமைப்பாளர்கள்:: [787, 835, 919, 848]
booth-organiser-address: செ.ஜஹாஷ், 59/475, கட்டபொம்மன் தெரு, பெரியார் நகர், வியாசர்பாடி, சென்னை.: [866, 614, 1087, 646]
booth-entry: [51, 1736, 400, 1773]
booth-number: பாகம் – 252 :: [1154, 1603, 1225, 1615]
booth-entry: [787, 649, 1135, 687]
booth-organiser-address: லோ.நாகராஜ், 142, தேசிகானந்தபுரம் தெரு பலபளை வியாசர்பாடி, சென்னை.: [1234, 1094, 1500, 1125]
booth-number: பாகம் – 169 :: [787, 237, 858, 250]
booth-organiser-address: ப.ஜெயசூரியா, 871, 9–வது தெரு, 7–வது குறுக்குத்தெரு, எஸ்.ஏ.குடியிருப்பு, வியாசர்பாடி, சென்னை.: [498, 426, 740, 476]
booth-number: பாகம் – 198 :: [1154, 199, 1225, 212]
booth-entry: [419, 348, 767, 385]
booth-organiser-address: கி.சுபரிகரன், 70, சஞ்சய் நகர், வியாசர்பாடி, சென்னை.: [1234, 1678, 1452, 1709]
booth-organiser-address: சீ.கார்த்திகேயன், 14/16,1 –வது பிரதான சாலை, எருக்கஞ்சேரி, சென்னை.: [498, 810, 738, 841]
booth-organiser-address: கு.யோகேஷ்வரன், 163/160, சிட்கோ பிரதான சாலை, எம்.ஆர். நகர், கொடுங்கையூர், சென்னை.: [498, 1357, 744, 1388]
booth-organiser-address: தி.சர்வேஸ்வரன், 742, ஹெச்.பிளாக், ராஜரத்தினம் நகர், கொடுங்கையூர், சென்னை.: [130, 1075, 382, 1106]
booth-organiser-address: ஆ.பிரசாந்த், 33–பி, பாலாஜி நகர், கிருஷ்ணமூர்த்தி நகர், கொடுங்கையூர், சென்னை.: [130, 697, 384, 729]
booth-number: பாகம் – 179 :: [787, 1319, 858, 1332]
booth-organiser-address: அ.யுவராஜ், 605, 19–வது தெரு, சாஸ்திரி நகர், வியாசர்பாடி, சென்னை.: [1234, 237, 1469, 268]
booth-entry: [787, 1619, 1135, 1656]
booth-entry: [419, 197, 767, 234]
booth-number: பாகம் – 71 :: [419, 999, 483, 1011]
booth-entry: [787, 385, 1135, 423]
booth-entry: [51, 159, 400, 196]
booth-entry: [1154, 725, 1503, 762]
column-divider: [409, 121, 410, 2321]
booth-number: பாகம் – 206 :: [419, 124, 490, 137]
organiser-paragraph: [787, 791, 1135, 828]
